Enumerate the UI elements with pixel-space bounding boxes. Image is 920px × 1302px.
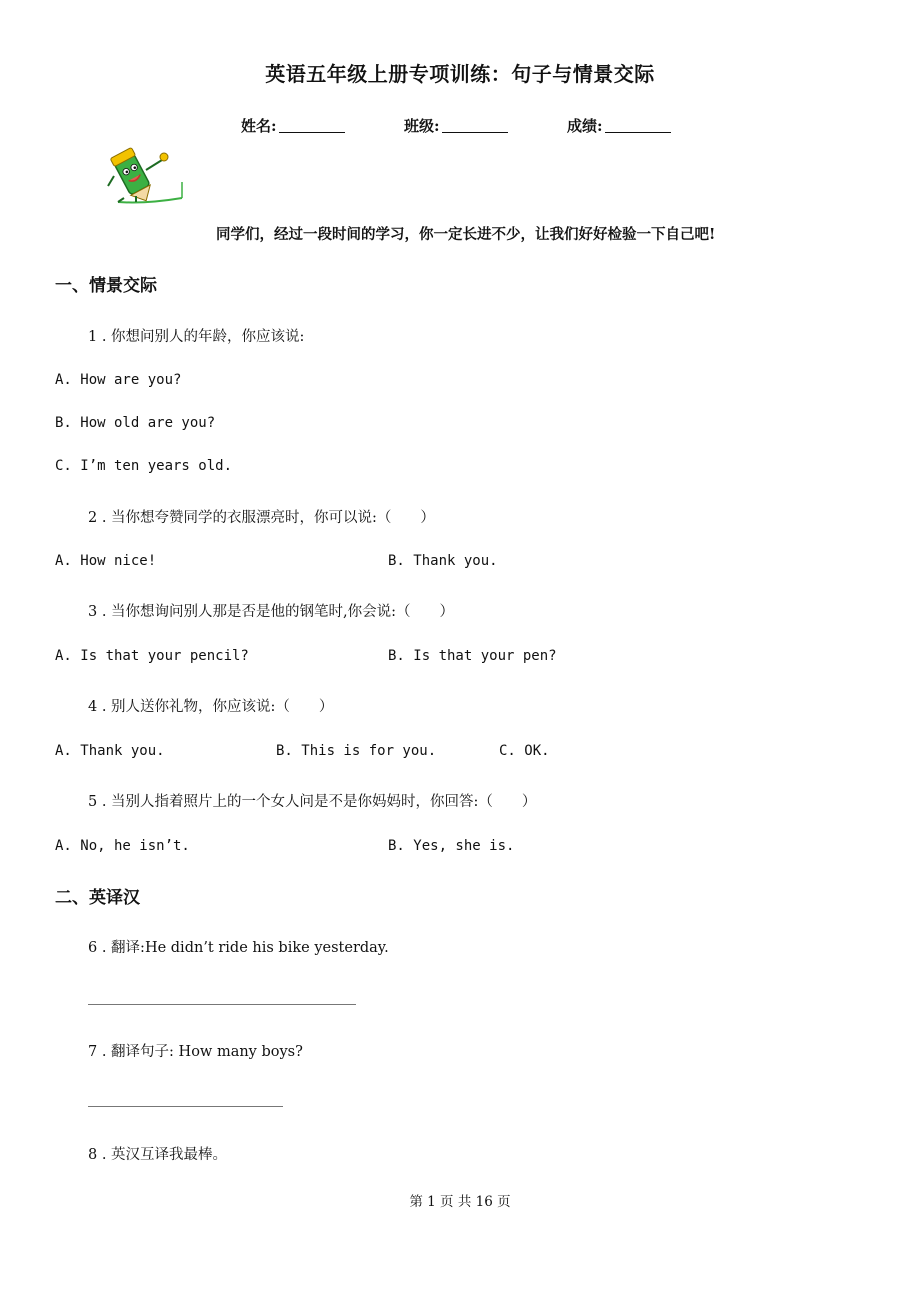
intro-text: 同学们，经过一段时间的学习，你一定长进不少，让我们好好检验一下自己吧! — [216, 226, 716, 243]
section-2-heading: 二、英译汉 — [55, 888, 140, 908]
q2-option-b[interactable]: B. Thank you. — [388, 553, 498, 569]
page-title: 英语五年级上册专项训练：句子与情景交际 — [265, 62, 655, 86]
question-3: 3 . 当你想询问别人那是否是他的钢笔时,你会说:（ ） — [88, 604, 455, 620]
question-2: 2 . 当你想夸赞同学的衣服漂亮时，你可以说:（ ） — [88, 510, 435, 526]
q4-option-b[interactable]: B. This is for you. — [276, 743, 437, 759]
q3-option-b[interactable]: B. Is that your pen? — [388, 648, 557, 664]
section-1-heading: 一、情景交际 — [55, 276, 157, 296]
question-1: 1 . 你想问别人的年龄，你应该说: — [88, 329, 305, 345]
question-8: 8 . 英汉互译我最棒。 — [88, 1147, 228, 1163]
class-label: 班级: — [404, 117, 440, 135]
q1-option-b[interactable]: B. How old are you? — [55, 415, 216, 431]
q3-option-a[interactable]: A. Is that your pencil? — [55, 648, 249, 664]
question-5: 5 . 当别人指着照片上的一个女人问是不是你妈妈时，你回答:（ ） — [88, 794, 537, 810]
name-blank[interactable] — [279, 118, 345, 133]
name-label: 姓名: — [241, 117, 277, 135]
question-4: 4 . 别人送你礼物，你应该说:（ ） — [88, 699, 334, 715]
pencil-mascot-icon — [106, 142, 186, 210]
name-field[interactable] — [241, 115, 345, 136]
q2-option-a[interactable]: A. How nice! — [55, 553, 157, 569]
class-field[interactable] — [404, 115, 508, 136]
q1-option-a[interactable]: A. How are you? — [55, 372, 182, 388]
score-label: 成绩: — [567, 117, 603, 135]
q4-option-a[interactable]: A. Thank you. — [55, 743, 165, 759]
question-7: 7 . 翻译句子: How many boys? — [88, 1044, 303, 1060]
q5-option-b[interactable]: B. Yes, she is. — [388, 838, 515, 854]
question-6: 6 . 翻译:He didn’t ride his bike yesterday. — [88, 940, 389, 956]
score-blank[interactable] — [605, 118, 671, 133]
q1-option-c[interactable]: C. I’m ten years old. — [55, 458, 233, 474]
class-blank[interactable] — [442, 118, 508, 133]
q5-option-a[interactable]: A. No, he isn’t. — [55, 838, 190, 854]
score-field[interactable] — [567, 115, 671, 136]
page-footer: 第 1 页 共 16 页 — [409, 1194, 511, 1210]
q7-answer-line[interactable] — [88, 1106, 283, 1107]
q6-answer-line[interactable] — [88, 1004, 356, 1005]
q4-option-c[interactable]: C. OK. — [499, 743, 550, 759]
